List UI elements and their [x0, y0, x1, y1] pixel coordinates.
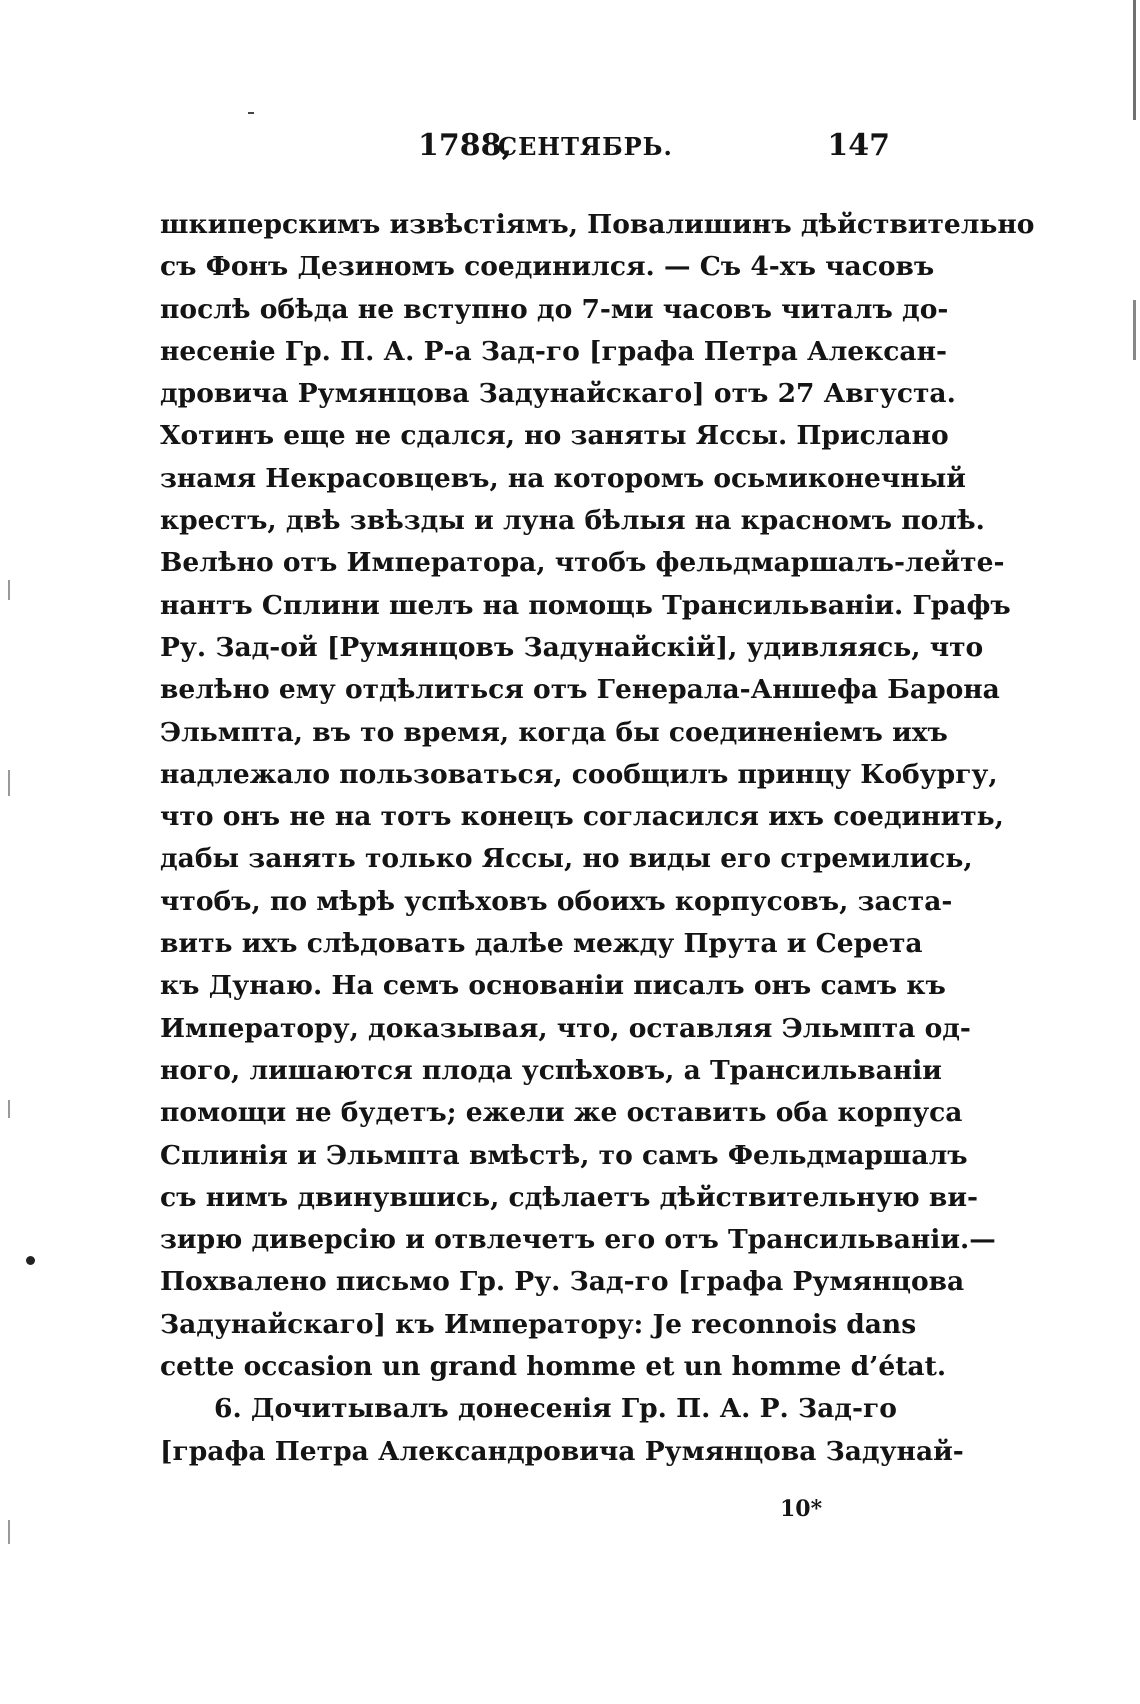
page-edge-shadow [1133, 0, 1136, 1704]
signature-mark: 10* [780, 1496, 823, 1522]
text-line: послѣ обѣда не вступно до 7-ми часовъ читалъ до- [160, 293, 949, 325]
text-line: Хотинъ еще не сдался, но заняты Яссы. Прислано [160, 420, 949, 452]
header-month: СЕНТЯБРЬ. [498, 132, 673, 161]
text-line: велѣно ему отдѣлиться отъ Генерала-Аншефа Барона [160, 674, 1000, 706]
text-line: вить ихъ слѣдовать далѣе между Прута и Серета [160, 928, 923, 960]
header-year: 1788, [418, 128, 512, 163]
text-line: Задунайскаго] къ Императору: Je reconnois dans [160, 1308, 917, 1340]
text-line: надлежало пользоваться, сообщилъ принцу Кобургу, [160, 758, 998, 790]
margin-tick [8, 1520, 10, 1544]
text-line: нантъ Сплини шелъ на помощь Трансильваніи. Графъ [160, 589, 1011, 621]
margin-tick [8, 1100, 10, 1118]
text-line: несеніе Гр. П. А. Р-а Зад-го [графа Петра Алексан- [160, 335, 947, 367]
text-line: Эльмпта, въ то время, когда бы соединеніемъ ихъ [160, 716, 948, 748]
margin-tick [8, 580, 10, 600]
text-line: ного, лишаются плода успѣховъ, а Трансильваніи [160, 1054, 942, 1086]
text-line: Сплинія и Эльмпта вмѣстѣ, то самъ Фельдмаршалъ [160, 1139, 968, 1171]
text-line: чтобъ, по мѣрѣ успѣховъ обоихъ корпусовъ, заста- [160, 885, 953, 917]
margin-dot [26, 1256, 35, 1265]
text-line: дабы занять только Яссы, но виды его стремились, [160, 843, 973, 875]
paragraph-end-line: cette occasion un grand homme et un homme d’état. [160, 1351, 947, 1383]
text-line: шкиперскимъ извѣстіямъ, Повалишинъ дѣйствительно [160, 209, 1035, 240]
text-line: зирю диверсію и отвлечетъ его отъ Трансильваніи.— [160, 1224, 996, 1256]
text-line: что онъ не на тотъ конецъ согласился ихъ соединить, [160, 801, 1004, 833]
page-number: 147 [827, 128, 890, 163]
text-line: Императору, доказывая, что, оставляя Эльмпта од- [160, 1012, 971, 1044]
text-line: къ Дунаю. На семъ основаніи писалъ онъ самъ къ [160, 970, 946, 1002]
text-line: Велѣно отъ Императора, чтобъ фельдмаршалъ-лейте- [160, 547, 1005, 579]
text-line: съ нимъ двинувшись, сдѣлаетъ дѣйствительную ви- [160, 1181, 978, 1213]
header-dash-mark [248, 112, 254, 114]
margin-tick [8, 770, 10, 796]
text-line: крестъ, двѣ звѣзды и луна бѣлыя на красномъ полѣ. [160, 505, 985, 537]
text-line: знамя Некрасовцевъ, на которомъ осьмиконечный [160, 462, 966, 494]
text-line: Похвалено письмо Гр. Ру. Зад-го [графа Румянцова [160, 1266, 965, 1298]
text-line: Ру. Зад-ой [Румянцовъ Задунайскій], удивляясь, что [160, 631, 984, 663]
body-text [160, 204, 1035, 1473]
text-line: съ Фонъ Дезиномъ соединился. — Съ 4-хъ часовъ [160, 251, 935, 283]
text-line: [графа Петра Александровича Румянцова Задунай- [160, 1435, 964, 1467]
paragraph-start-line: 6. Дочитывалъ донесенія Гр. П. А. Р. Зад-го [214, 1393, 897, 1425]
text-line: помощи не будетъ; ежели же оставить оба корпуса [160, 1097, 963, 1129]
text-line: дровича Румянцова Задунайскаго] отъ 27 Августа. [160, 378, 956, 410]
running-header [160, 128, 890, 172]
